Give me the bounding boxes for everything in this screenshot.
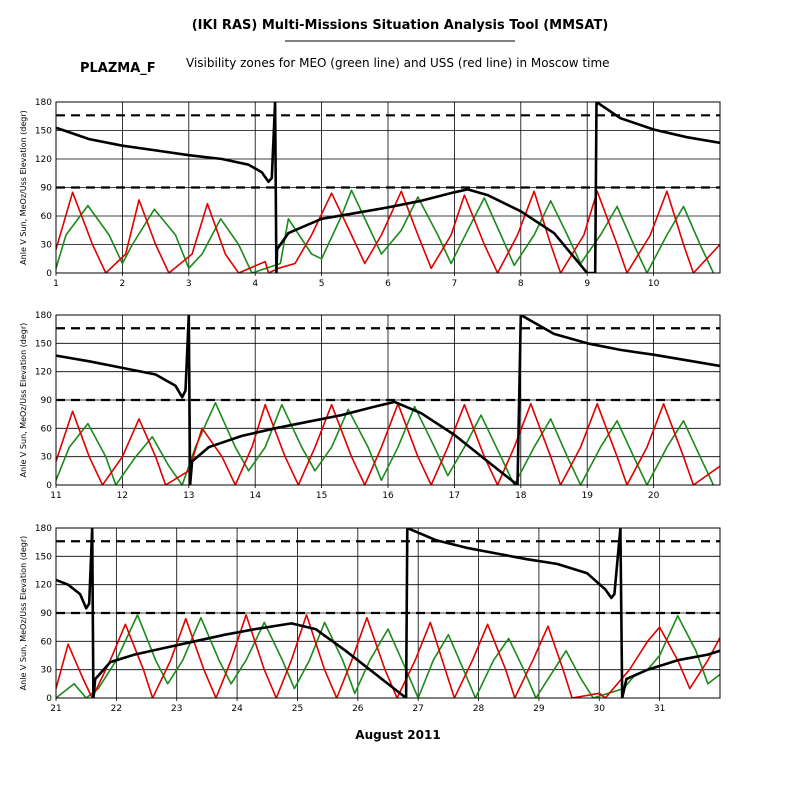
x-tick-label: 6 xyxy=(385,279,391,289)
x-tick-label: 26 xyxy=(352,704,364,714)
x-tick-label: 1 xyxy=(53,279,59,289)
x-tick-label: 19 xyxy=(581,491,593,501)
y-tick-label: 90 xyxy=(40,609,52,619)
y-tick-label: 0 xyxy=(46,481,52,491)
x-tick-label: 10 xyxy=(647,279,660,289)
y-tick-label: 30 xyxy=(40,665,52,676)
x-tick-label: 30 xyxy=(593,704,605,714)
x-tick-label: 22 xyxy=(110,704,123,714)
x-tick-label: 23 xyxy=(171,704,183,714)
y-tick-label: 120 xyxy=(34,155,52,165)
y-tick-label: 120 xyxy=(34,367,52,378)
x-tick-label: 17 xyxy=(448,491,461,501)
x-tick-label: 20 xyxy=(647,491,660,501)
y-tick-label: 180 xyxy=(34,98,52,108)
x-tick-label: 12 xyxy=(116,491,129,501)
y-tick-label: 90 xyxy=(40,396,52,406)
y-tick-label: 90 xyxy=(40,183,52,194)
x-tick-label: 7 xyxy=(451,279,458,289)
chart-subtitle: Visibility zones for MEO (green line) and USS (red line) in Moscow time xyxy=(186,56,610,70)
x-tick-label: 28 xyxy=(472,704,485,714)
x-tick-label: 5 xyxy=(318,279,325,289)
y-tick-label: 0 xyxy=(46,269,52,279)
y-tick-label: 120 xyxy=(34,580,52,591)
x-tick-label: 15 xyxy=(315,491,328,501)
x-tick-label: 29 xyxy=(533,704,545,714)
page-title: (IKI RAS) Multi-Missions Situation Analysis Tool (MMSAT) xyxy=(191,18,609,33)
x-tick-label: 3 xyxy=(185,279,192,289)
y-tick-label: 150 xyxy=(34,552,52,563)
object-id: PLAZMA_F xyxy=(80,61,156,76)
x-tick-label: 9 xyxy=(584,279,591,289)
y-tick-label: 60 xyxy=(40,637,52,648)
x-tick-label: 4 xyxy=(252,279,259,289)
y-tick-label: 60 xyxy=(40,424,52,435)
x-tick-label: 11 xyxy=(50,491,62,501)
meo-elevation-line xyxy=(56,190,713,273)
y-axis-label: Anle V Sun, MeOz/Uss Elevation (degr) xyxy=(19,110,28,265)
x-tick-label: 27 xyxy=(412,704,424,714)
y-tick-label: 30 xyxy=(40,240,52,251)
panel-2 xyxy=(19,311,720,501)
y-tick-label: 180 xyxy=(34,524,52,534)
x-tick-label: 24 xyxy=(231,704,243,714)
x-tick-label: 31 xyxy=(653,704,666,714)
y-tick-label: 60 xyxy=(40,212,52,222)
y-tick-label: 30 xyxy=(40,452,52,463)
x-tick-label: 25 xyxy=(291,704,304,714)
x-tick-label: 16 xyxy=(382,491,394,501)
panels-group xyxy=(19,98,720,714)
meo-elevation-line xyxy=(56,403,713,485)
x-axis-label: August 2011 xyxy=(355,728,441,742)
y-tick-label: 180 xyxy=(34,311,52,321)
x-tick-label: 21 xyxy=(50,704,62,714)
x-tick-label: 2 xyxy=(119,279,126,289)
y-tick-label: 150 xyxy=(34,126,52,137)
x-tick-label: 18 xyxy=(515,491,527,501)
x-tick-label: 8 xyxy=(517,279,524,289)
x-tick-label: 14 xyxy=(249,491,261,501)
y-axis-label: Anle V Sun, MeOz/Uss Elevation (degr) xyxy=(19,322,28,478)
y-tick-label: 0 xyxy=(46,694,52,704)
y-axis-label: Anle V Sun, MeOz/Uss Elevation (degr) xyxy=(19,535,28,691)
panel-3 xyxy=(19,524,720,714)
x-tick-label: 13 xyxy=(183,491,195,501)
panel-1 xyxy=(19,98,720,289)
y-tick-label: 150 xyxy=(34,339,52,350)
